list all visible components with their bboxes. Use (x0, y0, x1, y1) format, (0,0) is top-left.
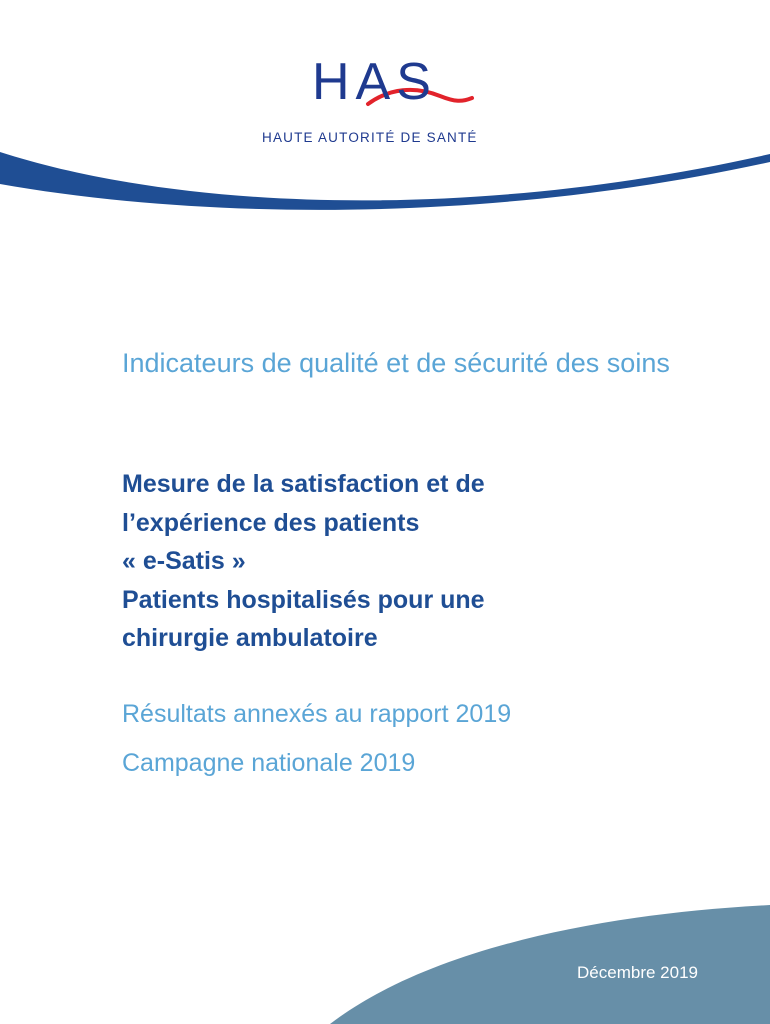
publication-date: Décembre 2019 (577, 963, 698, 982)
footer-wave-band (0, 895, 770, 1024)
campaign-subtitle: Campagne nationale 2019 (122, 749, 416, 777)
title-line: Patients hospitalisés pour une (122, 585, 485, 614)
results-subtitle: Résultats annexés au rapport 2019 (122, 700, 512, 728)
logo-letters: HAS (312, 53, 437, 111)
title-line: l’expérience des patients (122, 508, 420, 537)
title-line: « e-Satis » (122, 547, 246, 575)
header-wave-band (0, 140, 770, 220)
document-category: Indicateurs de qualité et de sécurité des soins (122, 348, 670, 378)
has-logo (250, 52, 520, 152)
logo-tagline: HAUTE AUTORITÉ DE SANTÉ (262, 130, 478, 145)
document-title (122, 465, 682, 658)
title-line: Mesure de la satisfaction et de (122, 470, 485, 498)
title-line: chirurgie ambulatoire (122, 624, 378, 652)
